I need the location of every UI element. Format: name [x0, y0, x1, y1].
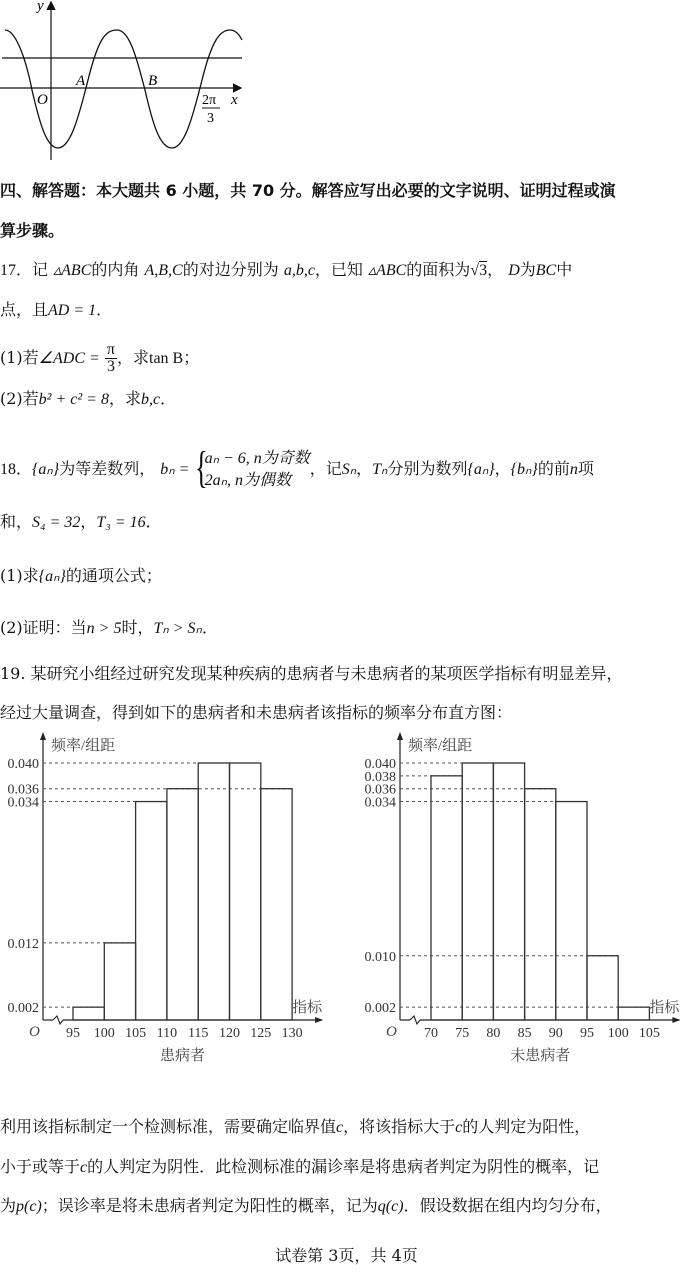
q17-line1: 17．记 ▵ABC的内角 A,B,C的对边分别为 a,b,c，已知 ▵ABC的面积为√3， D为BC中: [0, 260, 573, 279]
histogram-bar: [198, 763, 229, 1020]
sine-graph-figure: [0, 0, 250, 165]
sine-curve: [5, 30, 242, 148]
x-axis-label: 指标: [292, 1000, 323, 1016]
q18-part1: (1)求{aₙ}的通项公式；: [0, 566, 162, 585]
x-tick-label: 105: [638, 1026, 660, 1041]
x-tick-label: 115: [187, 1026, 209, 1041]
section-heading-line2: 算步骤。: [0, 221, 65, 240]
x-tick-label: 125: [250, 1026, 272, 1041]
q18-line2: 和，S₄ = 32，T₃ = 16．: [0, 512, 162, 531]
x-tick-label: 120: [219, 1026, 240, 1041]
histogram-bar: [556, 802, 587, 1020]
y-tick-label: 0.040: [7, 757, 39, 772]
histogram-patients: [0, 730, 345, 1075]
x-axis-arrow-icon: [315, 1017, 323, 1023]
y-axis-label: 频率/组距: [51, 738, 116, 754]
histogram-bar: [462, 763, 493, 1020]
page-footer: 试卷第 3页，共 4页: [275, 1246, 418, 1265]
x-tick-label: 130: [281, 1026, 303, 1041]
x-tick-label: 105: [125, 1026, 147, 1041]
histogram-bar: [230, 763, 261, 1020]
point-a-label: A: [76, 73, 86, 89]
q18-part2: (2)证明：当n > 5时，Tₙ > Sₙ．: [0, 618, 218, 637]
point-b-label: B: [148, 73, 158, 89]
axis-break-icon: [53, 1016, 63, 1024]
y-axis-arrow-icon: [40, 732, 46, 740]
q19-line1: 19. 某研究小组经过研究发现某种疾病的患病者与未患病者的某项医学指标有明显差异，: [0, 664, 623, 683]
x-tick-label: 95: [66, 1026, 80, 1041]
x-axis-arrow-icon: [672, 1017, 680, 1023]
histogram-bar: [261, 789, 292, 1020]
histogram-bar: [73, 1007, 104, 1020]
y-tick-label: 0.010: [364, 949, 396, 965]
q19-line2: 经过大量调查，得到如下的患病者和未患病者该指标的频率分布直方图：: [0, 703, 513, 722]
y-axis-arrow-icon: [397, 732, 403, 740]
x-tick-label: 100: [93, 1026, 115, 1041]
x-tick-label: 85: [517, 1026, 532, 1041]
y-tick-label: 0.036: [7, 782, 39, 798]
chart-title: 患病者: [160, 1048, 206, 1064]
histogram-bar: [167, 789, 198, 1020]
histogram-bar: [104, 943, 135, 1020]
histogram-bar: [493, 763, 524, 1020]
axis-break-icon: [410, 1016, 420, 1024]
y-tick-label: 0.038: [364, 769, 396, 785]
origin-label: O: [386, 1024, 397, 1040]
section-heading-line1: 四、解答题：本大题共 6 小题，共 70 分。解答应写出必要的文字说明、证明过程或演: [0, 181, 616, 200]
chart-title: 未患病者: [510, 1048, 571, 1064]
piecewise-definition: { aₙ − 6, n为奇数 2aₙ, n为偶数: [194, 442, 310, 492]
y-tick-label: 0.034: [7, 795, 39, 811]
q17-part2: (2)若b² + c² = 8，求b,c．: [0, 389, 177, 408]
y-axis-label: 频率/组距: [408, 738, 473, 754]
x-tick-label: 110: [156, 1026, 178, 1041]
q17-part1: (1)若∠ADC = $\frac{\pi}{3}$ ，求tan B；: [0, 341, 200, 375]
y-tick-label: 0.040: [364, 757, 396, 772]
x-tick-label: 75: [455, 1026, 470, 1041]
histogram-bar: [587, 956, 618, 1020]
x-tick-label: 100: [607, 1026, 629, 1041]
histogram-bar: [618, 1007, 649, 1020]
x-tick-label: 90: [548, 1026, 563, 1041]
histogram-bar: [136, 802, 167, 1020]
q19-after-line1: 利用该指标制定一个检测标准，需要确定临界值c，将该指标大于c的人判定为阳性，: [0, 1117, 591, 1136]
x-tick-label: 80: [486, 1026, 501, 1041]
histogram-bar: [431, 776, 462, 1020]
x-tick-label: 95: [580, 1026, 594, 1041]
histogram-non-patients: [350, 730, 693, 1075]
q18-line1: 18．{aₙ}为等差数列， bₙ = { aₙ − 6, n为奇数 2aₙ, n为偶数 ，记Sₙ，Tₙ分别为数列{aₙ}，{bₙ}的前n项: [0, 442, 594, 492]
q19-after-line2: 小于或等于c的人判定为阴性．此检测标准的漏诊率是将患病者判定为阴性的概率，记: [0, 1157, 600, 1176]
origin-label: O: [29, 1024, 40, 1040]
q17-line2: 点，且AD = 1．: [0, 300, 113, 319]
y-tick-label: 0.002: [364, 1001, 396, 1017]
x-axis-label: x: [231, 92, 238, 108]
origin-label: O: [37, 92, 48, 108]
x-tick-label: 70: [424, 1026, 438, 1041]
y-tick-label: 0.034: [364, 795, 396, 811]
histogram-bar: [525, 789, 556, 1020]
x-tick-denominator: 3: [207, 111, 214, 126]
y-tick-label: 0.002: [7, 1001, 39, 1017]
y-tick-label: 0.036: [364, 782, 396, 798]
y-axis-label: y: [37, 0, 44, 14]
y-tick-label: 0.012: [7, 936, 39, 952]
x-axis-label: 指标: [649, 1000, 680, 1016]
q19-after-line3: 为p(c)；误诊率是将未患病者判定为阳性的概率，记为q(c)．假设数据在组内均匀分布，: [0, 1196, 612, 1215]
x-tick-numerator: 2π: [202, 93, 217, 108]
